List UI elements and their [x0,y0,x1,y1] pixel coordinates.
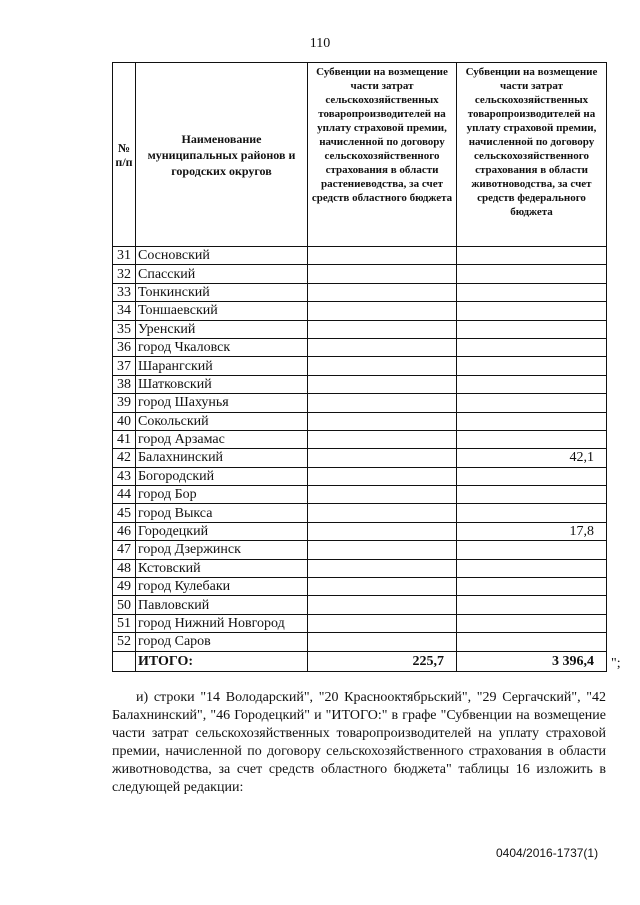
row-municipality: Богородский [136,467,308,485]
row-value-livestock [457,302,607,320]
row-municipality: Сосновский [136,247,308,265]
row-value-crop [308,596,457,614]
row-number: 40 [113,412,136,430]
row-municipality: город Кулебаки [136,578,308,596]
row-value-crop [308,283,457,301]
row-value-crop [308,504,457,522]
row-number: 48 [113,559,136,577]
row-value-crop [308,375,457,393]
total-label: ИТОГО: [136,651,308,671]
row-municipality: Шарангский [136,357,308,375]
table-row [113,430,607,448]
table-row [113,633,607,651]
table-row [113,596,607,614]
table-row [113,467,607,485]
page-number: 110 [309,36,331,51]
row-municipality: Кстовский [136,559,308,577]
row-value-livestock [457,265,607,283]
row-value-livestock [457,412,607,430]
table-row [113,486,607,504]
header-livestock-insurance-federal: Субвенции на возмещение части затрат сельскохозяйственных товаропроизводителей на уплату страховой премии, начисленной по договору сельскохозяйственного страхования в области животноводства, за счет средств федерального бюджета [457,63,607,247]
row-value-livestock [457,541,607,559]
table-row [113,614,607,632]
header-crop-insurance-regional: Субвенции на возмещение части затрат сельскохозяйственных товаропроизводителей на уплату страховой премии, начисленной по договору сельскохозяйственного страхования в области растениеводства, за счет средств областного бюджета [308,63,457,247]
row-number: 37 [113,357,136,375]
row-municipality: город Дзержинск [136,541,308,559]
total-value-livestock: 3 396,4 [457,651,607,671]
row-value-crop [308,541,457,559]
table-row [113,375,607,393]
row-number: 31 [113,247,136,265]
row-value-crop [308,559,457,577]
row-number: 47 [113,541,136,559]
row-municipality: город Шахунья [136,394,308,412]
table-body [113,247,607,672]
row-number: 33 [113,283,136,301]
row-value-crop [308,522,457,540]
table-row [113,522,607,540]
table-row [113,283,607,301]
row-municipality: Спасский [136,265,308,283]
table-row [113,412,607,430]
row-value-crop [308,614,457,632]
row-municipality: Балахнинский [136,449,308,467]
row-municipality: Тоншаевский [136,302,308,320]
subsidies-table [112,62,607,672]
row-municipality: Тонкинский [136,283,308,301]
row-number: 46 [113,522,136,540]
row-number: 34 [113,302,136,320]
row-municipality: город Чкаловск [136,338,308,356]
row-value-livestock [457,357,607,375]
table-row [113,541,607,559]
row-municipality: город Нижний Новгород [136,614,308,632]
row-value-crop [308,430,457,448]
header-municipality: Наименование муниципальных районов и городских округов [136,63,308,247]
table-row [113,338,607,356]
row-municipality: Городецкий [136,522,308,540]
table-row [113,449,607,467]
table-row [113,247,607,265]
row-value-livestock [457,614,607,632]
row-value-crop [308,578,457,596]
row-number: 45 [113,504,136,522]
amendment-paragraph: и) строки "14 Володарский", "20 Краснооктябрьский", "29 Сергачский", "42 Балахнинский", "46 Городецкий" и "ИТОГО:" в графе "Субвенции на возмещение части затрат сельскохозяйственных товаропроизводителей на уплату страховой премии, начисленной по договору сельскохозяйственного страхования в области животноводства, за счет средств областного бюджета" таблицы 16 изложить в следующей редакции: [112,690,606,795]
row-value-livestock [457,467,607,485]
row-number: 44 [113,486,136,504]
table-row [113,265,607,283]
document-code: 0404/2016-1737(1) [496,846,599,860]
row-value-crop [308,357,457,375]
row-number: 50 [113,596,136,614]
row-value-crop [308,633,457,651]
row-number: 43 [113,467,136,485]
row-value-crop [308,412,457,430]
row-value-crop [308,338,457,356]
table-row [113,302,607,320]
row-value-livestock [457,247,607,265]
row-value-livestock: 42,1 [457,449,607,467]
row-number: 32 [113,265,136,283]
row-value-crop [308,394,457,412]
row-value-livestock [457,486,607,504]
total-row [113,651,607,671]
row-municipality: город Бор [136,486,308,504]
row-municipality: город Выкса [136,504,308,522]
row-value-crop [308,302,457,320]
closing-quote: "; [611,656,621,671]
row-municipality: город Саров [136,633,308,651]
table-row [113,357,607,375]
row-value-crop [308,467,457,485]
row-municipality: Уренский [136,320,308,338]
row-number: 49 [113,578,136,596]
row-municipality: Сокольский [136,412,308,430]
table-row [113,504,607,522]
row-value-livestock [457,375,607,393]
header-number: № п/п [113,63,136,247]
row-number: 39 [113,394,136,412]
row-number: 52 [113,633,136,651]
row-value-livestock [457,504,607,522]
row-municipality: город Арзамас [136,430,308,448]
row-value-livestock [457,633,607,651]
row-value-crop [308,486,457,504]
row-value-livestock [457,320,607,338]
row-value-crop [308,247,457,265]
row-number: 42 [113,449,136,467]
table-row [113,394,607,412]
row-value-livestock [457,283,607,301]
row-value-livestock [457,338,607,356]
table-header-row [113,63,607,247]
row-value-crop [308,265,457,283]
total-number-cell [113,651,136,671]
row-number: 51 [113,614,136,632]
row-value-livestock [457,596,607,614]
row-value-livestock [457,430,607,448]
table-row [113,320,607,338]
row-number: 35 [113,320,136,338]
row-value-livestock [457,394,607,412]
row-number: 36 [113,338,136,356]
row-municipality: Павловский [136,596,308,614]
row-value-livestock [457,578,607,596]
row-number: 41 [113,430,136,448]
row-value-livestock [457,559,607,577]
row-value-livestock: 17,8 [457,522,607,540]
table-row [113,578,607,596]
total-value-crop: 225,7 [308,651,457,671]
row-number: 38 [113,375,136,393]
table-row [113,559,607,577]
row-value-crop [308,320,457,338]
row-municipality: Шатковский [136,375,308,393]
row-value-crop [308,449,457,467]
